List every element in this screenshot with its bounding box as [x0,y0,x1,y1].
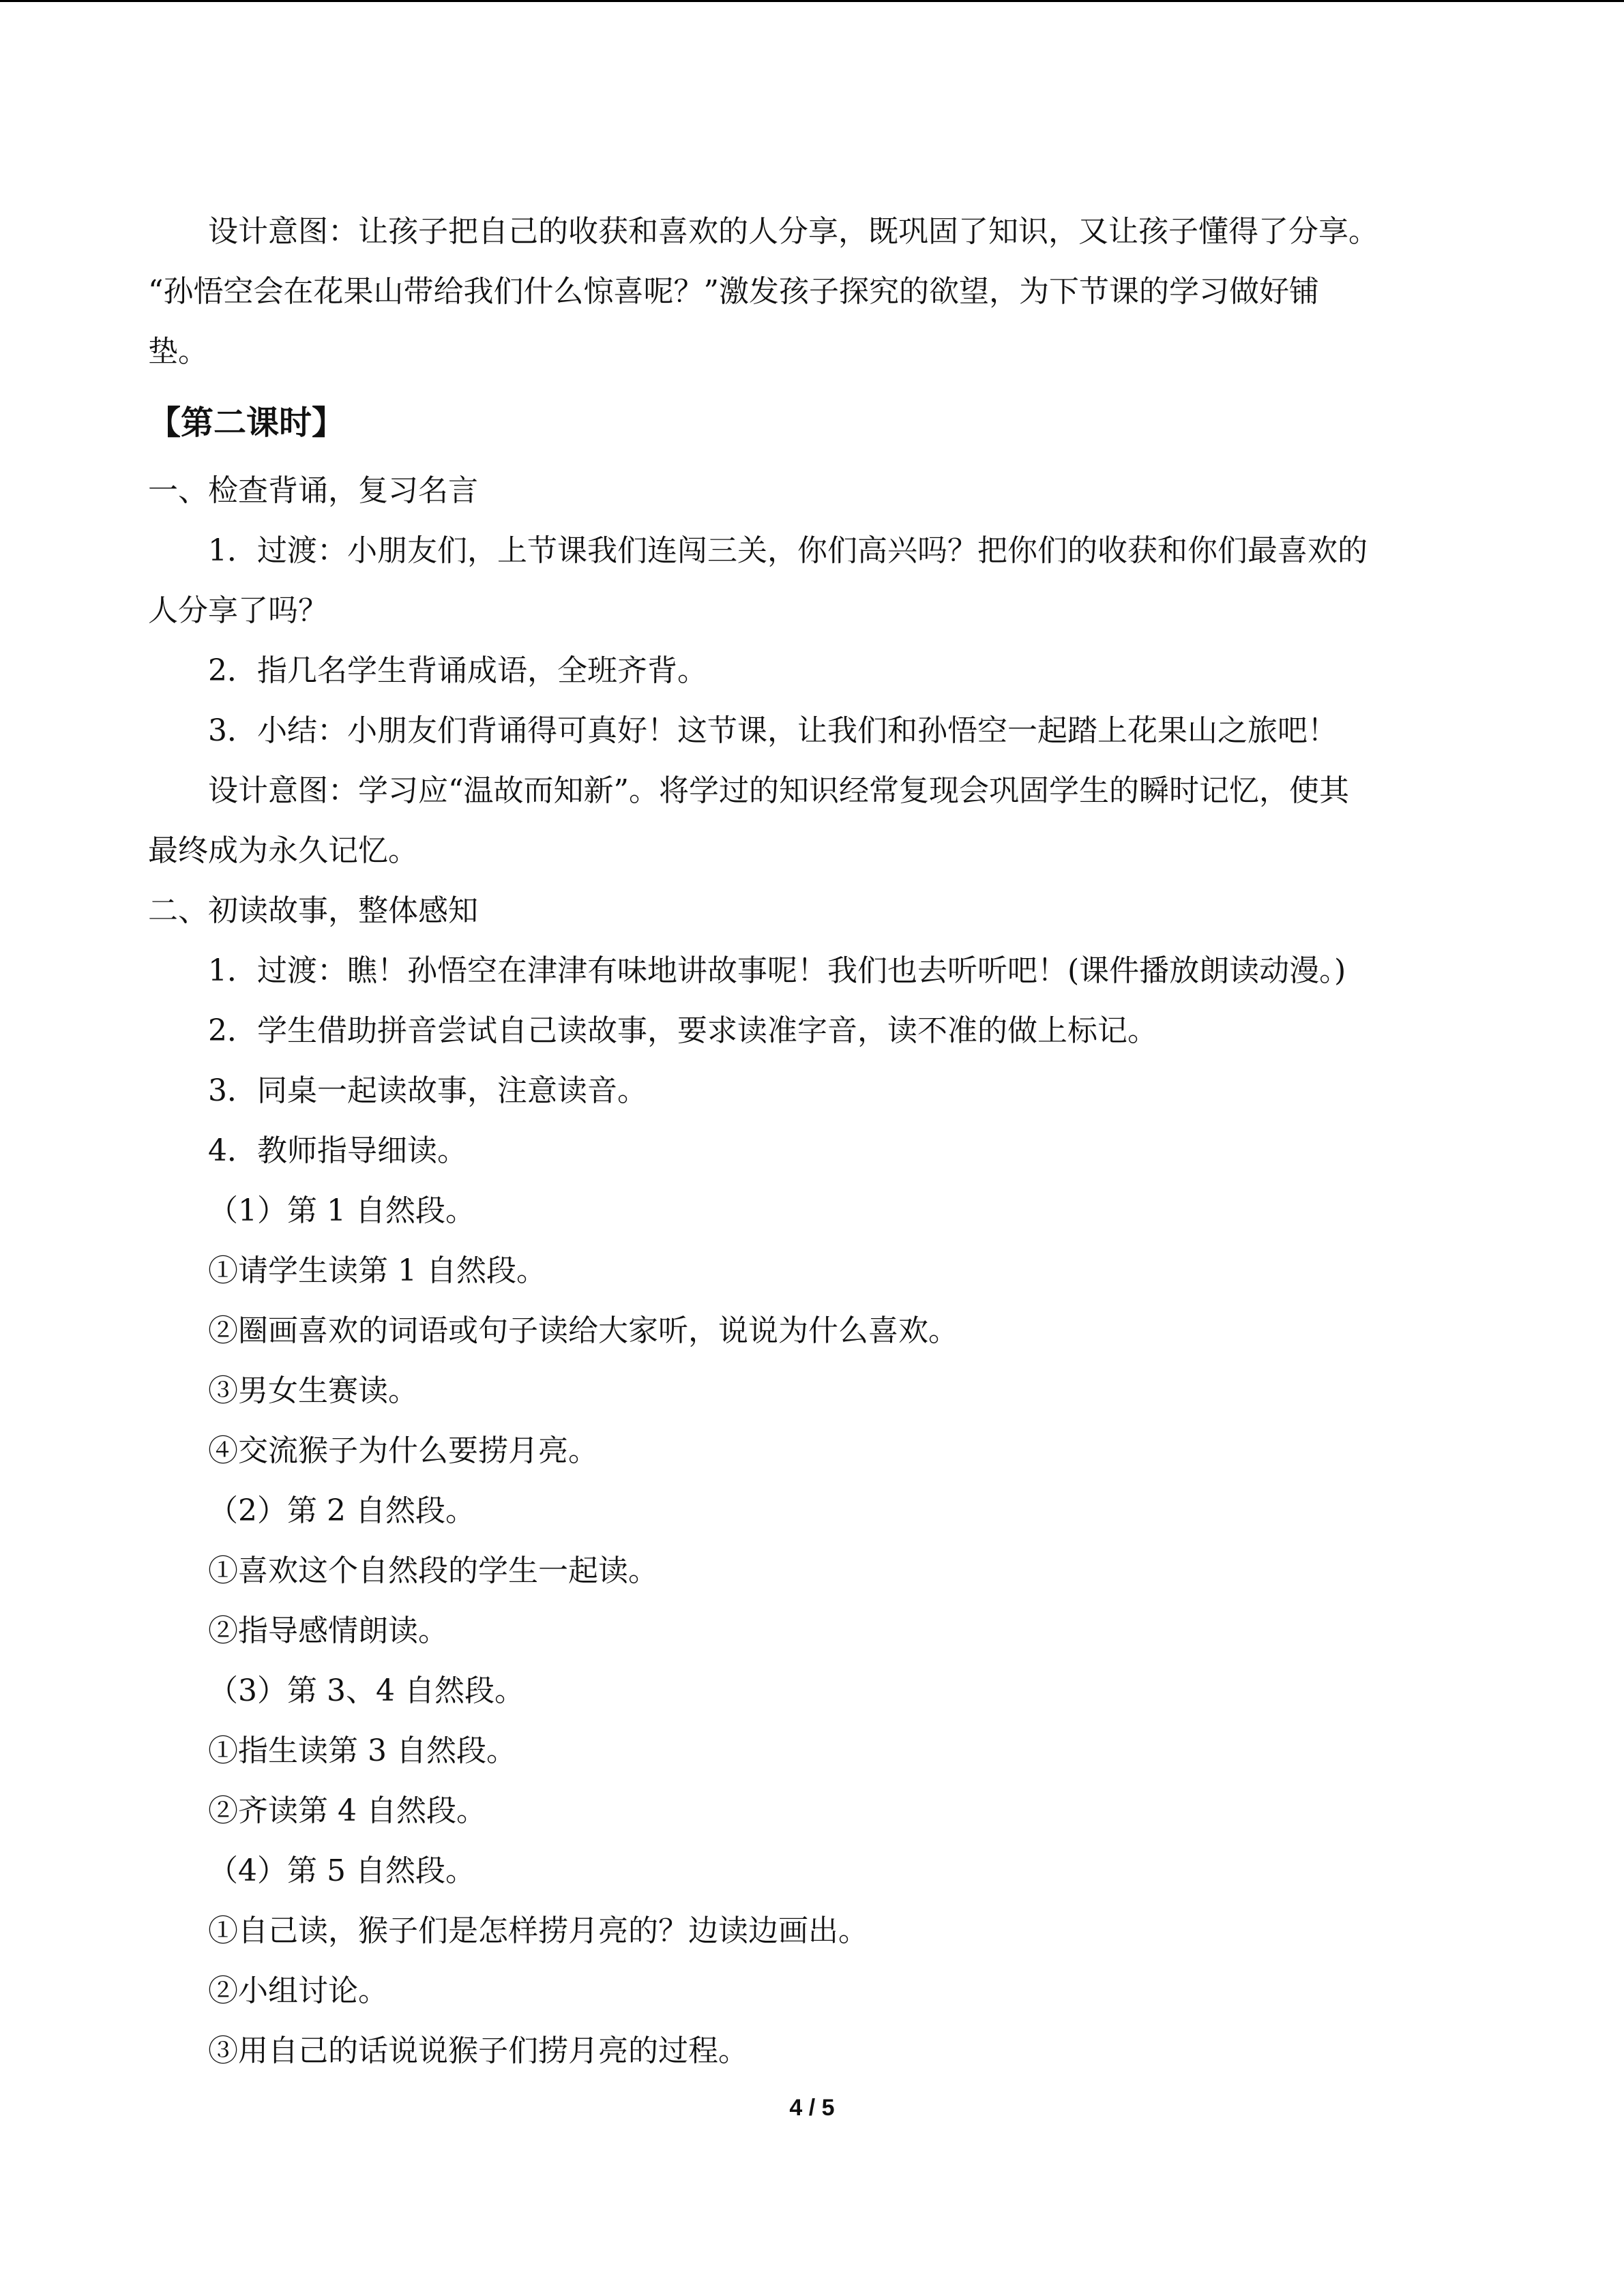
part2-item1: 1．过渡：瞧！孙悟空在津津有味地讲故事呢！我们也去听听吧！(课件播放朗读动漫。) [208,953,1346,988]
section-title: 【第二课时】 [148,404,345,442]
part2-sub4-a: ①自己读，猴子们是怎样捞月亮的？边读边画出。 [208,1913,868,1948]
part1-heading: 一、检查背诵，复习名言 [148,473,478,508]
part2-sub4-b: ②小组讨论。 [208,1973,388,2008]
part2-sub2-b: ②指导感情朗读。 [208,1613,448,1648]
part2-item4: 4．教师指导细读。 [208,1133,467,1168]
part2-sub2: （2）第 2 自然段。 [208,1493,475,1528]
page-number: 4 / 5 [789,2095,835,2121]
part2-sub1-d: ④交流猴子为什么要捞月亮。 [208,1433,598,1468]
part2-sub1-c: ③男女生赛读。 [208,1373,418,1408]
part2-sub1-a: ①请学生读第 1 自然段。 [208,1253,546,1288]
part2-heading: 二、初读故事，整体感知 [148,893,478,928]
part2-sub4: （4）第 5 自然段。 [208,1853,475,1888]
part2-item3: 3．同桌一起读故事，注意读音。 [208,1073,647,1108]
part1-intent-line2: 最终成为永久记忆。 [148,833,418,868]
part1-item1-line1: 1．过渡：小朋友们，上节课我们连闯三关，你们高兴吗？把你们的收获和你们最喜欢的 [208,533,1368,568]
part2-sub3: （3）第 3、4 自然段。 [208,1673,525,1708]
part2-sub4-c: ③用自己的话说说猴子们捞月亮的过程。 [208,2033,748,2068]
top-rule [0,0,1624,2]
document-body [148,202,1478,2081]
design-intent-paragraph-line1: 设计意图：让孩子把自己的收获和喜欢的人分享，既巩固了知识，又让孩子懂得了分享。 [208,214,1378,249]
part2-sub1-b: ②圈画喜欢的词语或句子读给大家听，说说为什么喜欢。 [208,1313,958,1348]
design-intent-paragraph-line2: “孙悟空会在花果山带给我们什么惊喜呢？”激发孩子探究的欲望，为下节课的学习做好铺 [148,274,1319,309]
design-intent-paragraph-line3: 垫。 [148,334,208,369]
part1-item3: 3．小结：小朋友们背诵得可真好！这节课，让我们和孙悟空一起踏上花果山之旅吧！ [208,713,1338,748]
part2-sub2-a: ①喜欢这个自然段的学生一起读。 [208,1553,658,1588]
part1-item1-line2: 人分享了吗？ [148,593,328,628]
part1-intent-line1: 设计意图：学习应“温故而知新”。将学过的知识经常复现会巩固学生的瞬时记忆，使其 [208,773,1349,808]
part2-item2: 2．学生借助拼音尝试自己读故事，要求读准字音，读不准的做上标记。 [208,1013,1157,1048]
part2-sub3-a: ①指生读第 3 自然段。 [208,1733,516,1768]
part1-item2: 2．指几名学生背诵成语，全班齐背。 [208,653,707,688]
part2-sub3-b: ②齐读第 4 自然段。 [208,1793,486,1828]
part2-sub1: （1）第 1 自然段。 [208,1193,475,1228]
